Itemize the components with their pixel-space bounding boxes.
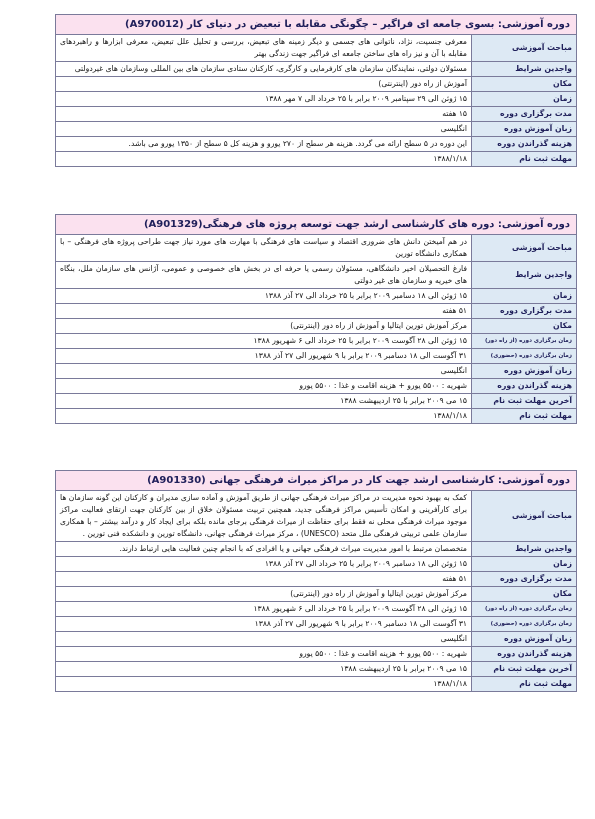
row-label: واجدین شرایط xyxy=(472,542,577,557)
table-row xyxy=(56,572,577,587)
table-row xyxy=(56,304,577,319)
row-value: انگلیسی xyxy=(56,122,472,137)
row-value: ۱۵ ژوئن الی ۲۸ آگوست ۲۰۰۹ برابر با ۲۵ خرداد الی ۶ شهریور ۱۳۸۸ xyxy=(56,602,472,617)
table-row xyxy=(56,122,577,137)
row-label: هزینه گذراندن دوره xyxy=(472,647,577,662)
table-row xyxy=(56,334,577,349)
course-block-1 xyxy=(55,14,577,167)
row-label: زمان برگزاری دوره (حضوری) xyxy=(472,617,577,632)
row-label: مباحث آموزشی xyxy=(472,235,577,262)
row-label: زمان برگزاری دوره (از راه دور) xyxy=(472,334,577,349)
row-label: زمان xyxy=(472,557,577,572)
table-row xyxy=(56,677,577,692)
table-row xyxy=(56,319,577,334)
row-value: شهریه : ۵۵۰۰ یورو + هزینه اقامت و غذا : ۵۵۰۰ یورو xyxy=(56,647,472,662)
table-row xyxy=(56,35,577,62)
row-label: زمان xyxy=(472,289,577,304)
course-title: دوره آموزشی: بسوی جامعه ای فراگیر – چگونگی مقابله با تبعیض در دنیای کار (A970012) xyxy=(55,14,577,34)
row-label: مدت برگزاری دوره xyxy=(472,304,577,319)
row-label: زبان آموزش دوره xyxy=(472,364,577,379)
row-value: ۱۵ ژوئن الی ۲۹ سپتامبر ۲۰۰۹ برابر با ۲۵ خرداد الی ۷ مهر ۱۳۸۸ xyxy=(56,92,472,107)
row-label: مدت برگزاری دوره xyxy=(472,107,577,122)
table-row xyxy=(56,662,577,677)
row-value: ۱۵ می ۲۰۰۹ برابر با ۲۵ اردیبهشت ۱۳۸۸ xyxy=(56,394,472,409)
row-value: ۳۱ آگوست الی ۱۸ دسامبر ۲۰۰۹ برابر با ۹ شهریور الی ۲۷ آذر ۱۳۸۸ xyxy=(56,349,472,364)
table-row xyxy=(56,152,577,167)
row-value: آموزش از راه دور (اینترنتی) xyxy=(56,77,472,92)
table-row xyxy=(56,62,577,77)
row-value: متخصصان مرتبط با امور مدیریت میراث فرهنگی جهانی و یا افرادی که با انجام چنین فعالیت هایی ارتباط دارند. xyxy=(56,542,472,557)
table-row xyxy=(56,349,577,364)
table-row xyxy=(56,617,577,632)
table-row xyxy=(56,137,577,152)
table-row xyxy=(56,491,577,542)
row-value: ۱۵ ژوئن الی ۱۸ دسامبر ۲۰۰۹ برابر با ۲۵ خرداد الی ۲۷ آذر ۱۳۸۸ xyxy=(56,557,472,572)
row-value: ۱۵ ژوئن الی ۲۸ آگوست ۲۰۰۹ برابر با ۲۵ خرداد الی ۶ شهریور ۱۳۸۸ xyxy=(56,334,472,349)
table-row xyxy=(56,587,577,602)
row-value: ۱۳۸۸/۱/۱۸ xyxy=(56,677,472,692)
row-value: ۳۱ آگوست الی ۱۸ دسامبر ۲۰۰۹ برابر با ۹ شهریور الی ۲۷ آذر ۱۳۸۸ xyxy=(56,617,472,632)
row-value: در هم آمیختن دانش های ضروری اقتصاد و سیاست های فرهنگی با مهارت های مورد نیاز جهت طراحی پروژه های فرهنگی – با همکاری دانشگاه تورین xyxy=(56,235,472,262)
row-label: مهلت ثبت نام xyxy=(472,409,577,424)
table-row xyxy=(56,235,577,262)
row-label: مکان xyxy=(472,319,577,334)
row-label: آخرین مهلت ثبت نام xyxy=(472,394,577,409)
row-label: زمان برگزاری دوره (حضوری) xyxy=(472,349,577,364)
course-details-table xyxy=(55,234,577,424)
row-label: مهلت ثبت نام xyxy=(472,152,577,167)
table-row xyxy=(56,77,577,92)
table-row xyxy=(56,92,577,107)
row-label: زبان آموزش دوره xyxy=(472,122,577,137)
row-label: واجدین شرایط xyxy=(472,262,577,289)
row-value: مرکز آموزش تورین ایتالیا و آموزش از راه دور (اینترنتی) xyxy=(56,319,472,334)
row-label: مدت برگزاری دوره xyxy=(472,572,577,587)
row-value: مرکز آموزش تورین ایتالیا و آموزش از راه دور (اینترنتی) xyxy=(56,587,472,602)
course-block-3 xyxy=(55,470,577,692)
table-row xyxy=(56,394,577,409)
row-value: ۱۵ هفته xyxy=(56,107,472,122)
table-row xyxy=(56,602,577,617)
table-row xyxy=(56,379,577,394)
table-row xyxy=(56,647,577,662)
table-row xyxy=(56,409,577,424)
row-label: مباحث آموزشی xyxy=(472,35,577,62)
course-title: دوره آموزشی: دوره های کارشناسی ارشد جهت توسعه پروژه های فرهنگی(A901329) xyxy=(55,214,577,234)
row-value: شهریه : ۵۵۰۰ یورو + هزینه اقامت و غذا : ۵۵۰۰ یورو xyxy=(56,379,472,394)
row-label: زبان آموزش دوره xyxy=(472,632,577,647)
row-label: زمان xyxy=(472,92,577,107)
table-row xyxy=(56,557,577,572)
table-row xyxy=(56,542,577,557)
table-row xyxy=(56,632,577,647)
row-label: مباحث آموزشی xyxy=(472,491,577,542)
row-value: ۱۵ ژوئن الی ۱۸ دسامبر ۲۰۰۹ برابر با ۲۵ خرداد الی ۲۷ آذر ۱۳۸۸ xyxy=(56,289,472,304)
row-value: ۱۵ می ۲۰۰۹ برابر با ۲۵ اردیبهشت ۱۳۸۸ xyxy=(56,662,472,677)
row-label: آخرین مهلت ثبت نام xyxy=(472,662,577,677)
row-label: مکان xyxy=(472,77,577,92)
table-row xyxy=(56,262,577,289)
row-label: مکان xyxy=(472,587,577,602)
row-value: این دوره در ۵ سطح ارائه می گردد. هزینه هر سطح از ۲۷۰ یورو و هزینه کل ۵ سطح از ۱۳۵۰ یورو می باشد. xyxy=(56,137,472,152)
course-block-2 xyxy=(55,214,577,424)
row-value: ۱۳۸۸/۱/۱۸ xyxy=(56,152,472,167)
course-title: دوره آموزشی: کارشناسی ارشد جهت کار در مراکز میراث فرهنگی جهانی (A901330) xyxy=(55,470,577,490)
table-row xyxy=(56,107,577,122)
course-details-table xyxy=(55,34,577,167)
table-row xyxy=(56,289,577,304)
row-value: ۱۳۸۸/۱/۱۸ xyxy=(56,409,472,424)
row-value: انگلیسی xyxy=(56,632,472,647)
row-value: کمک به بهبود نحوه مدیریت در مراکز میراث فرهنگی جهانی از طریق آموزش و آماده سازی مدیران و کارکنان این گونه سازمان ها برای کارآفرینی و امکان تأسیس مراکز فرهنگی جدید، همچنین تربیت مسئولان خلاق از بین کارکنان جهت ارتقای فعالیت مراکز موجود میراث فرهنگی محلی نه فقط برای حفاظت از میراث فرهنگی برجای مانده بلکه برای ایجاد کار و درآمد بیشتر – با همکاری سازمان علمی تربیتی فرهنگی ملل متحد (UNESCO) ، مرکز میراث فرهنگی جهانی، دانشگاه تورین و دانشکده فنی تورین . xyxy=(56,491,472,542)
row-value: ۵۱ هفته xyxy=(56,304,472,319)
row-label: مهلت ثبت نام xyxy=(472,677,577,692)
row-value: مسئولان دولتی، نمایندگان سازمان های کارفرمایی و کارگری، کارکنان ستادی سازمان های بین المللی وسازمان های غیردولتی xyxy=(56,62,472,77)
row-label: هزینه گذراندن دوره xyxy=(472,137,577,152)
table-row xyxy=(56,364,577,379)
row-value: معرفی جنسیت، نژاد، ناتوانی های جسمی و دیگر زمینه های تبعیض، بررسی و تحلیل علل تبعیض، معرفی ابزارها و راهبردهای مقابله با آن و نیز راه های ساختن جامعه ای فراگیر جهت زندگی بهتر xyxy=(56,35,472,62)
row-label: زمان برگزاری دوره (از راه دور) xyxy=(472,602,577,617)
row-value: ۵۱ هفته xyxy=(56,572,472,587)
row-label: واجدین شرایط xyxy=(472,62,577,77)
course-details-table xyxy=(55,490,577,692)
row-label: هزینه گذراندن دوره xyxy=(472,379,577,394)
row-value: فارغ التحصیلان اخیر دانشگاهی، مسئولان رسمی یا حرفه ای در بخش های خصوصی و عمومی، آژانس های سازمان ملل، بنگاه های خیریه و سازمان های غیر دولتی xyxy=(56,262,472,289)
row-value: انگلیسی xyxy=(56,364,472,379)
